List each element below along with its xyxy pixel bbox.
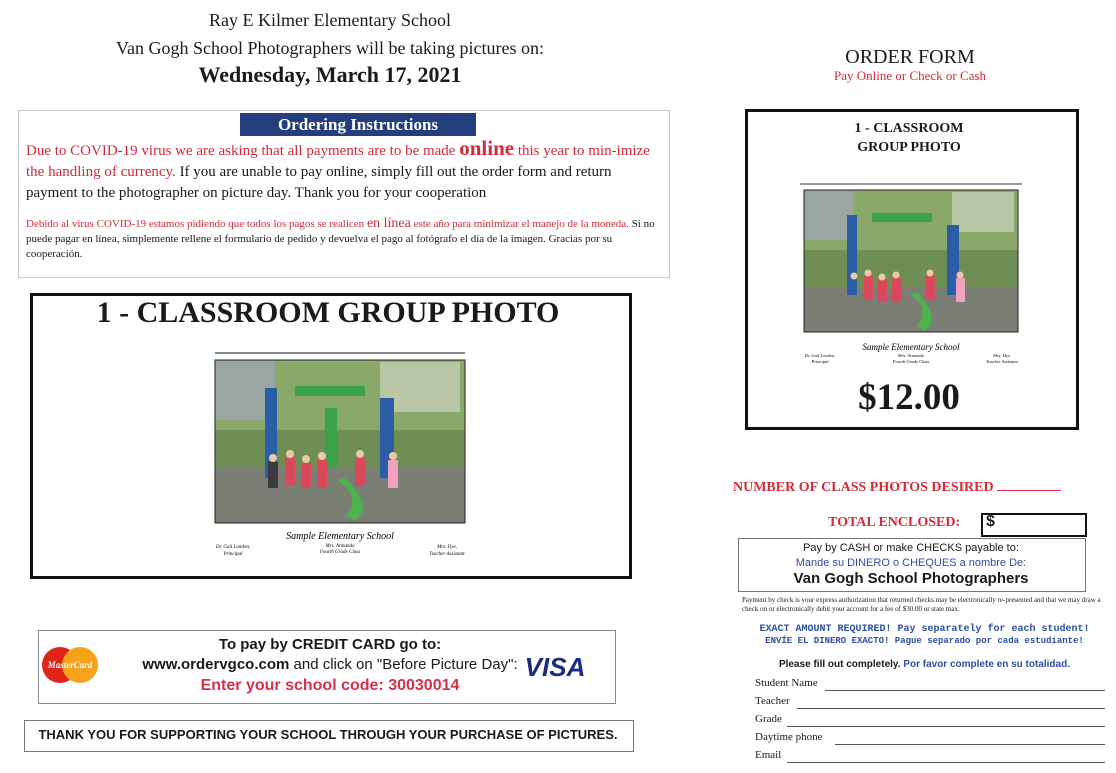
num-photos-label — [733, 478, 1093, 496]
product-caption-teacher: Mrs. Armando — [897, 353, 925, 358]
product-caption-grade: Fourth Grade Class — [892, 359, 930, 364]
instructions-title: Ordering Instructions — [240, 113, 476, 136]
instructions-en-part1: Due to COVID-19 virus we are asking that all payments are to be made — [26, 143, 460, 159]
photographers-announcement: Van Gogh School Photographers will be taking pictures on: — [116, 38, 544, 58]
credit-card-url-rest: and click on "Before Picture Day": — [289, 656, 518, 673]
grade-line — [787, 726, 1105, 727]
student-name-line — [825, 690, 1105, 691]
mastercard-logo-icon — [38, 645, 102, 685]
pay-cash-line: Pay by CASH or make CHECKS payable to: — [803, 542, 1019, 554]
grade-field[interactable] — [755, 713, 1105, 727]
payee-name: Van Gogh School Photographers — [793, 570, 1029, 587]
picture-day-date: Wednesday, March 17, 2021 — [198, 62, 462, 87]
photo-caption-school: Sample Elementary School — [286, 531, 394, 542]
instructions-english — [26, 138, 666, 204]
instructions-en-part2: this year to min-imize the handling of currency. — [26, 143, 650, 180]
instructions-en-part3: If you are unable to pay online, simply fill out the order form and return payment to the photographer on picture day. Thank you for your cooperation — [26, 164, 612, 201]
photo-caption-grade: Fourth Grade Class — [319, 550, 361, 555]
product-caption-principal: Dr. Gail London, — [804, 353, 836, 358]
fill-out-instruction — [742, 659, 1107, 670]
product-group-photo — [792, 180, 1030, 370]
teacher-line — [797, 708, 1105, 709]
email-field[interactable] — [755, 749, 1105, 763]
teacher-label: Teacher — [755, 695, 790, 707]
product-caption-assistant: Mrs. Dye, — [993, 353, 1011, 358]
product-caption-principal-role: Principal — [811, 359, 829, 364]
instructions-en-online: online — [459, 136, 515, 160]
email-label: Email — [755, 749, 782, 761]
photo-caption-assistant-role: Teacher Assistant — [429, 552, 465, 557]
email-line — [787, 762, 1105, 763]
credit-card-url-line — [120, 656, 540, 673]
school-name: Ray E Kilmer Elementary School — [209, 10, 451, 30]
visa-logo-icon — [520, 651, 590, 681]
instructions-es-part2: este año para minimizar el manejo de la moneda. — [410, 218, 629, 230]
mastercard-label: MasterCard — [47, 660, 93, 670]
total-enclosed-value: $ — [986, 513, 995, 530]
student-name-label: Student Name — [755, 677, 818, 689]
thanks-message: THANK YOU FOR SUPPORTING YOUR SCHOOL THROUGH YOUR PURCHASE OF PICTURES. — [38, 727, 618, 742]
fill-out-spanish: Por favor complete en su totalidad. — [900, 659, 1070, 670]
product-title-line2: GROUP PHOTO — [857, 140, 961, 155]
daytime-phone-label: Daytime phone — [755, 731, 823, 743]
order-form-subtitle: Pay Online or Check or Cash — [833, 68, 986, 83]
student-name-field[interactable] — [755, 677, 1105, 691]
school-code: Enter your school code: 30030014 — [200, 677, 460, 694]
product-price: $12.00 — [858, 377, 960, 418]
grade-label: Grade — [755, 713, 782, 725]
fill-out-english: Please fill out completely. — [778, 659, 901, 670]
order-form-title: ORDER FORM — [845, 46, 975, 68]
total-enclosed-field[interactable] — [981, 513, 1087, 537]
classroom-group-photo — [205, 348, 475, 560]
instructions-es-linea: en línea — [366, 216, 411, 231]
instructions-es-part1: Debido al virus COVID-19 estamos pidiendo que todos los pagos se realicen — [26, 218, 367, 230]
check-authorization-note: Payment by check is your express authorization that returned checks may be electronically re-presented and that we may draw a check on or electronically debit your account for a fee of $30.00 or state max. — [742, 596, 1101, 613]
photo-caption-teacher: Mrs. Armando — [325, 544, 355, 549]
total-enclosed-label: TOTAL ENCLOSED: — [828, 515, 961, 530]
order-site-link[interactable]: www.ordervgco.com — [142, 656, 290, 673]
photo-caption-principal-role: Principal — [223, 552, 243, 557]
exact-amount-english: EXACT AMOUNT REQUIRED! Pay separately for each student! — [759, 624, 1090, 635]
credit-card-instructions: To pay by CREDIT CARD go to: — [218, 636, 442, 653]
classroom-photo-title: 1 - CLASSROOM GROUP PHOTO — [96, 296, 560, 329]
num-photos-input[interactable] — [997, 478, 1061, 491]
product-title-line1: 1 - CLASSROOM — [854, 121, 964, 136]
product-caption-assistant-role: Teacher Assistant — [986, 359, 1018, 364]
teacher-field[interactable] — [755, 695, 1105, 709]
instructions-spanish — [26, 216, 666, 262]
num-photos-text: NUMBER OF CLASS PHOTOS DESIRED — [733, 480, 994, 495]
daytime-phone-field[interactable] — [755, 731, 1105, 745]
instructions-es-part3: Si no puede pagar en línea, simplemente rellene el formulario de pedido y devuelva el pago al fotógrafo el día de la imagen. Gracias por su cooperación. — [26, 218, 655, 260]
exact-amount-spanish: ENVÍE EL DINERO EXACTO! Pague separado por cada estudiante! — [765, 636, 1084, 646]
pay-cash-spanish-line: Mande su DINERO o CHEQUES a nombre De: — [795, 557, 1027, 569]
product-caption-school: Sample Elementary School — [862, 342, 960, 352]
daytime-phone-line — [835, 744, 1105, 745]
photo-caption-principal: Dr. Gail London, — [215, 545, 251, 550]
visa-label: VISA — [524, 652, 586, 681]
photo-caption-assistant: Mrs. Dye, — [437, 545, 457, 550]
